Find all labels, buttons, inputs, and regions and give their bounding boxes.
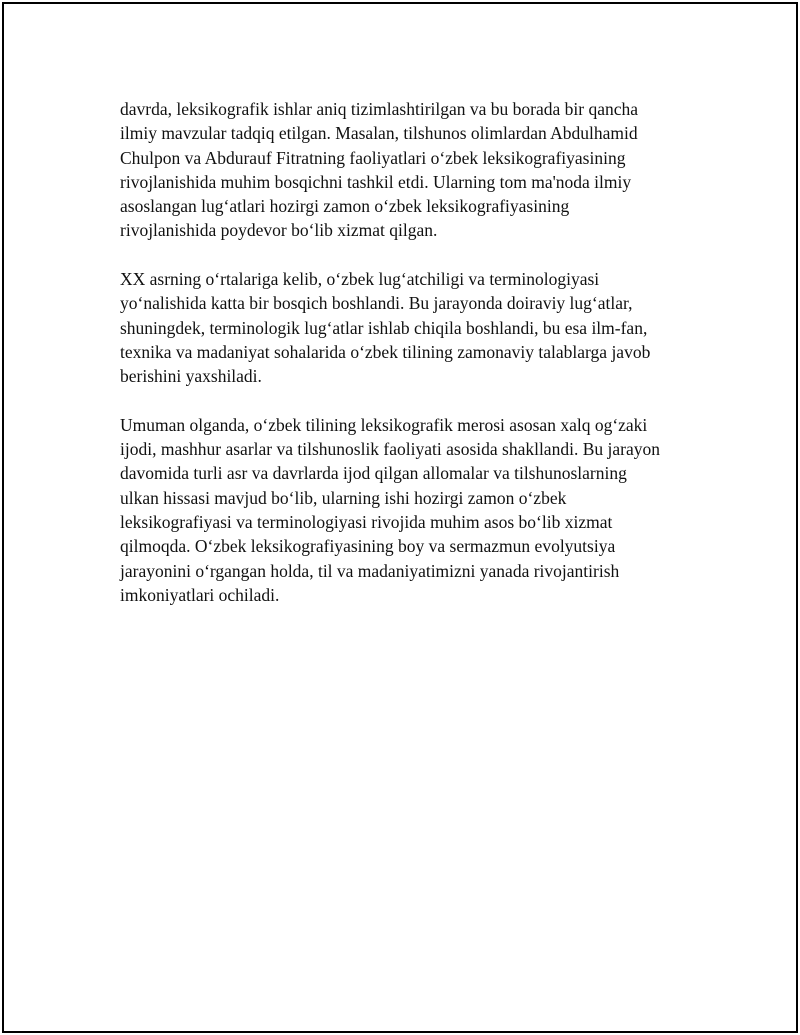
text-line: rivojlanishida muhim bosqichni tashkil etdi. Ularning tom ma'noda ilmiy — [120, 171, 632, 192]
paragraph-2 — [120, 267, 720, 388]
text-line: rivojlanishida poydevor boʻlib xizmat qilgan. — [120, 220, 438, 241]
text-line: imkoniyatlari ochiladi. — [120, 584, 280, 605]
text-line: ilmiy mavzular tadqiq etilgan. Masalan, tilshunos olimlardan Abdulhamid — [120, 123, 638, 144]
text-line: qilmoqda. Oʻzbek leksikografiyasining boy va sermazmun evolyutsiya — [120, 536, 616, 557]
text-line: leksikografiyasi va terminologiyasi rivojida muhim asos boʻlib xizmat — [120, 512, 613, 533]
paragraph-3 — [120, 413, 720, 607]
text-line: asoslangan lugʻatlari hozirgi zamon oʻzbek leksikografiyasining — [120, 196, 570, 217]
text-line: jarayonini oʻrgangan holda, til va madaniyatimizni yanada rivojantirish — [120, 560, 620, 581]
text-line: Chulpon va Abdurauf Fitratning faoliyatlari oʻzbek leksikografiyasining — [120, 147, 626, 168]
text-line: Umuman olganda, oʻzbek tilining leksikografik merosi asosan xalq ogʻzaki — [120, 414, 648, 435]
text-line: davomida turli asr va davrlarda ijod qilgan allomalar va tilshunoslarning — [120, 463, 627, 484]
text-line: berishini yaxshiladi. — [120, 366, 262, 387]
document-body — [120, 97, 720, 632]
text-line: davrda, leksikografik ishlar aniq tizimlashtirilgan va bu borada bir qancha — [120, 99, 639, 119]
text-line: shuningdek, terminologik lugʻatlar ishlab chiqila boshlandi, bu esa ilm-fan, — [120, 317, 648, 338]
text-line: ulkan hissasi mavjud boʻlib, ularning ishi hozirgi zamon oʻzbek — [120, 487, 567, 508]
text-line: XX asrning oʻrtalariga kelib, oʻzbek lugʻatchiligi va terminologiyasi — [120, 269, 600, 290]
paragraph-1 — [120, 97, 720, 243]
document-page — [2, 2, 798, 1033]
text-line: ijodi, mashhur asarlar va tilshunoslik faoliyati asosida shakllandi. Bu jarayon — [120, 439, 660, 460]
text-line: texnika va madaniyat sohalarida oʻzbek tilining zamonaviy talablarga javob — [120, 341, 651, 362]
text-line: yoʻnalishida katta bir bosqich boshlandi. Bu jarayonda doiraviy lugʻatlar, — [120, 293, 633, 314]
